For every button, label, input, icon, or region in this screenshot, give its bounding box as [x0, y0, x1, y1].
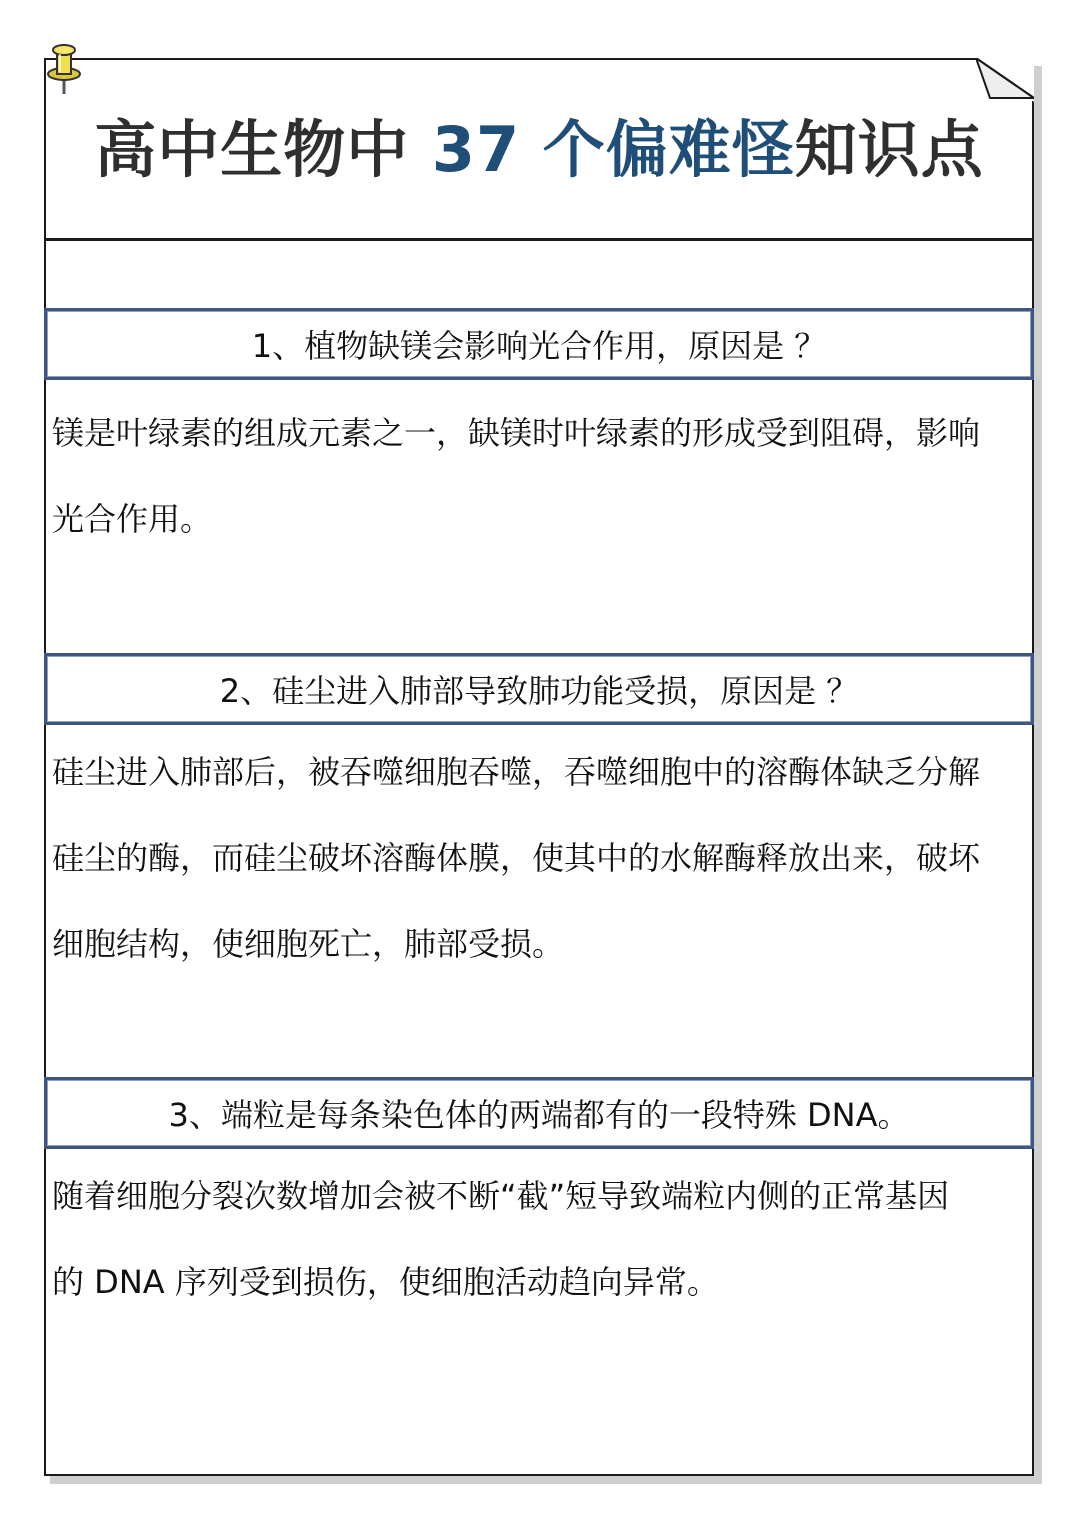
question-text-3: 3、端粒是每条染色体的两端都有的一段特殊 DNA。: [168, 1096, 910, 1134]
page-fold-icon: [976, 58, 1034, 102]
question-text-1: 1、植物缺镁会影响光合作用，原因是 ？: [251, 327, 827, 365]
answer-2-line-1: 硅尘进入肺部后，被吞噬细胞吞噬，吞噬细胞中的溶酶体缺乏分解: [52, 753, 981, 791]
answer-2: [52, 729, 1032, 987]
pushpin-icon: [40, 38, 88, 98]
question-box-2: [44, 653, 1034, 725]
answer-2-line-3: 细胞结构，使细胞死亡，肺部受损。: [52, 925, 565, 963]
answer-1: [52, 390, 1032, 562]
answer-1-line-2: 光合作用。: [52, 500, 213, 538]
title-part-3: 知识点: [794, 113, 984, 186]
title-divider: [44, 238, 1034, 241]
answer-3: [52, 1153, 1032, 1325]
question-text-2: 2、硅尘进入肺部导致肺功能受损，原因是 ？: [219, 672, 859, 710]
answer-3-line-1: 随着细胞分裂次数增加会被不断“截”短导致端粒内侧的正常基因: [52, 1177, 950, 1215]
question-box-3: [44, 1077, 1034, 1149]
answer-1-line-1: 镁是叶绿素的组成元素之一，缺镁时叶绿素的形成受到阻碍，影响: [52, 414, 981, 452]
answer-2-line-2: 硅尘的酶，而硅尘破坏溶酶体膜，使其中的水解酶释放出来，破坏: [52, 839, 981, 877]
answer-3-line-2: 的 DNA 序列受到损伤，使细胞活动趋向异常。: [52, 1263, 719, 1301]
title-part-2: 37 个偏难怪: [431, 113, 795, 186]
title-part-1: 高中生物中: [94, 113, 410, 186]
page-title: [44, 100, 1034, 189]
question-box-1: [44, 308, 1034, 380]
